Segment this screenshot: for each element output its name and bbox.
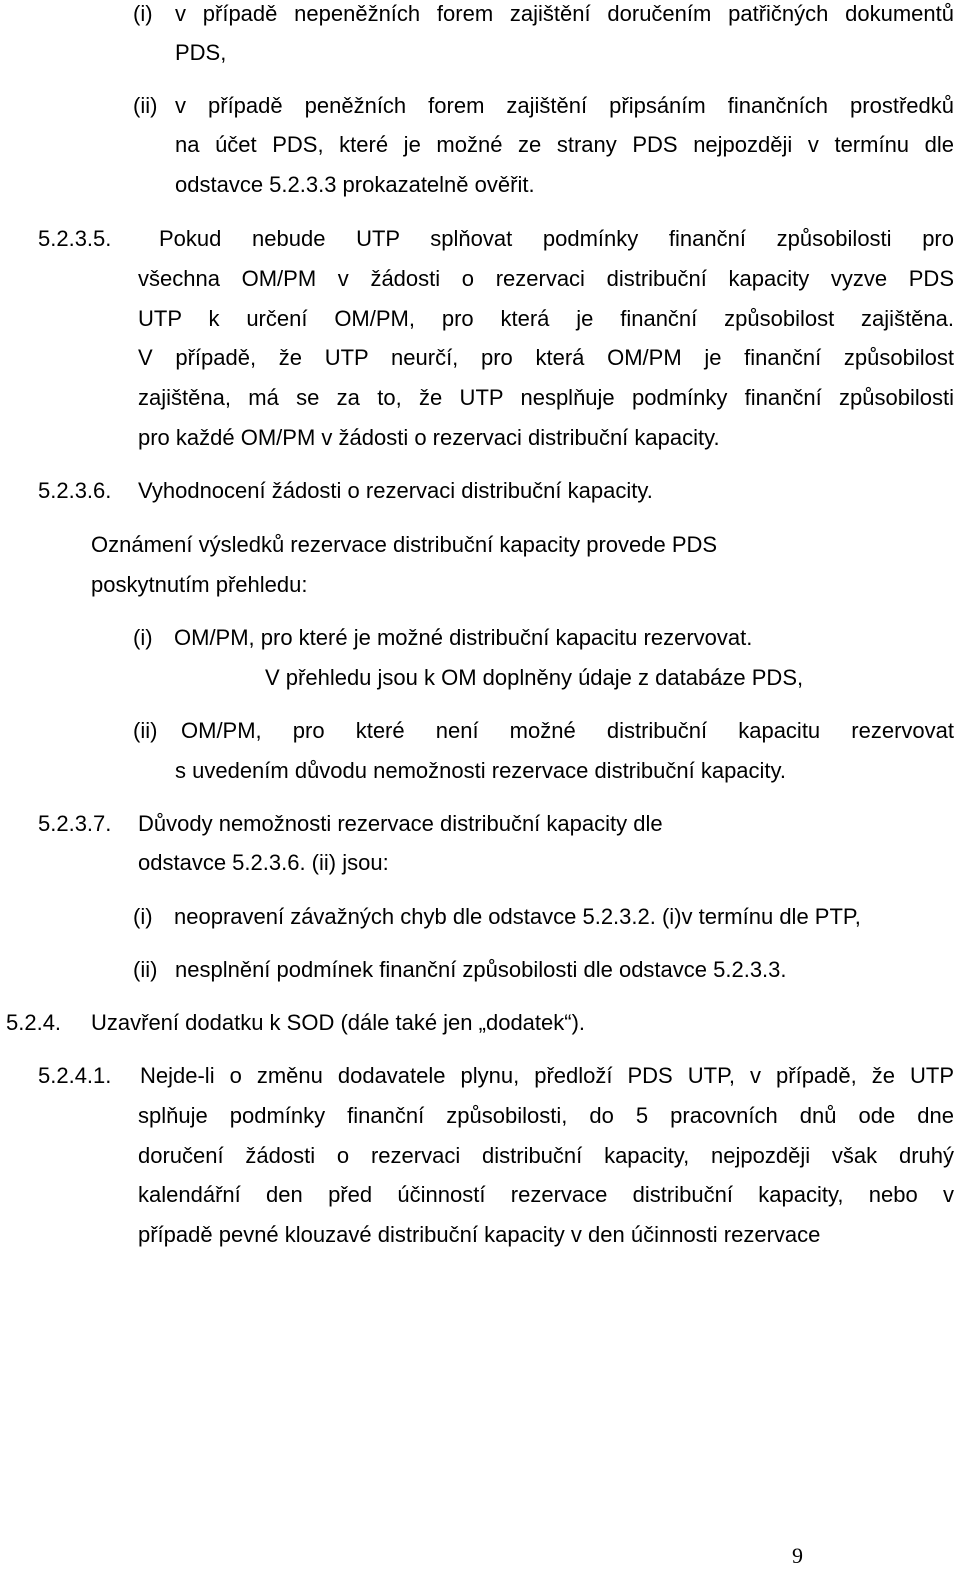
- text-line: zajištěna, má se za to, že UTP nesplňuje podmínky finanční způsobilosti: [138, 385, 954, 410]
- list-marker: (i): [133, 904, 153, 929]
- text-line: kalendářní den před účinností rezervace distribuční kapacity, nebo v: [138, 1182, 954, 1207]
- text-line: Pokud nebude UTP splňovat podmínky finanční způsobilosti pro: [159, 226, 954, 251]
- list-marker: (i): [133, 625, 153, 650]
- text-line: poskytnutím přehledu:: [91, 572, 308, 597]
- text-line: v případě nepeněžních forem zajištění doručením patřičných dokumentů: [175, 1, 954, 26]
- text-line: v případě peněžních forem zajištění připsáním finančních prostředků: [175, 93, 954, 118]
- text-line: pro každé OM/PM v žádosti o rezervaci distribuční kapacity.: [138, 425, 720, 450]
- section-number: 5.2.4.: [6, 1010, 62, 1035]
- text-line: nesplnění podmínek finanční způsobilosti dle odstavce 5.2.3.3.: [175, 957, 787, 982]
- text-line: V přehledu jsou k OM doplněny údaje z databáze PDS,: [265, 665, 804, 690]
- list-marker: (ii): [133, 93, 158, 118]
- section-number: 5.2.3.6.: [38, 478, 112, 503]
- text-line: s uvedením důvodu nemožnosti rezervace distribuční kapacity.: [175, 758, 787, 783]
- section-heading: Vyhodnocení žádosti o rezervaci distribuční kapacity.: [138, 478, 653, 503]
- section-number: 5.2.4.1.: [38, 1063, 112, 1088]
- text-line: na účet PDS, které je možné ze strany PDS nejpozději v termínu dle: [175, 132, 954, 157]
- text-line: neopravení závažných chyb dle odstavce 5.2.3.2. (i)v termínu dle PTP,: [174, 904, 861, 929]
- section-number: 5.2.3.5.: [38, 226, 112, 251]
- text-line: PDS,: [175, 40, 227, 65]
- list-marker: (i): [133, 1, 153, 26]
- text-line: odstavce 5.2.3.3 prokazatelně ověřit.: [175, 172, 535, 197]
- text-line: OM/PM, pro které není možné distribuční kapacitu rezervovat: [181, 718, 954, 743]
- section-heading: Důvody nemožnosti rezervace distribuční kapacity dle: [138, 811, 663, 836]
- text-line: OM/PM, pro které je možné distribuční kapacitu rezervovat.: [174, 625, 753, 650]
- text-line: Nejde-li o změnu dodavatele plynu, předloží PDS UTP, v případě, že UTP: [140, 1063, 954, 1088]
- text-line: případě pevné klouzavé distribuční kapacity v den účinnosti rezervace: [138, 1222, 821, 1247]
- text-line: všechna OM/PM v žádosti o rezervaci distribuční kapacity vyzve PDS: [138, 266, 954, 291]
- list-marker: (ii): [133, 957, 158, 982]
- text-line: doručení žádosti o rezervaci distribuční kapacity, nejpozději však druhý: [138, 1143, 954, 1168]
- section-number: 5.2.3.7.: [38, 811, 112, 836]
- section-heading: Uzavření dodatku k SOD (dále také jen „dodatek“).: [91, 1010, 586, 1035]
- text-line: odstavce 5.2.3.6. (ii) jsou:: [138, 850, 389, 875]
- text-line: splňuje podmínky finanční způsobilosti, do 5 pracovních dnů ode dne: [138, 1103, 954, 1128]
- text-line: UTP k určení OM/PM, pro která je finanční způsobilost zajištěna.: [138, 306, 954, 331]
- text-line: Oznámení výsledků rezervace distribuční kapacity provede PDS: [91, 532, 718, 557]
- list-marker: (ii): [133, 718, 158, 743]
- text-line: V případě, že UTP neurčí, pro která OM/PM je finanční způsobilost: [138, 345, 954, 370]
- page-number: 9: [792, 1543, 803, 1568]
